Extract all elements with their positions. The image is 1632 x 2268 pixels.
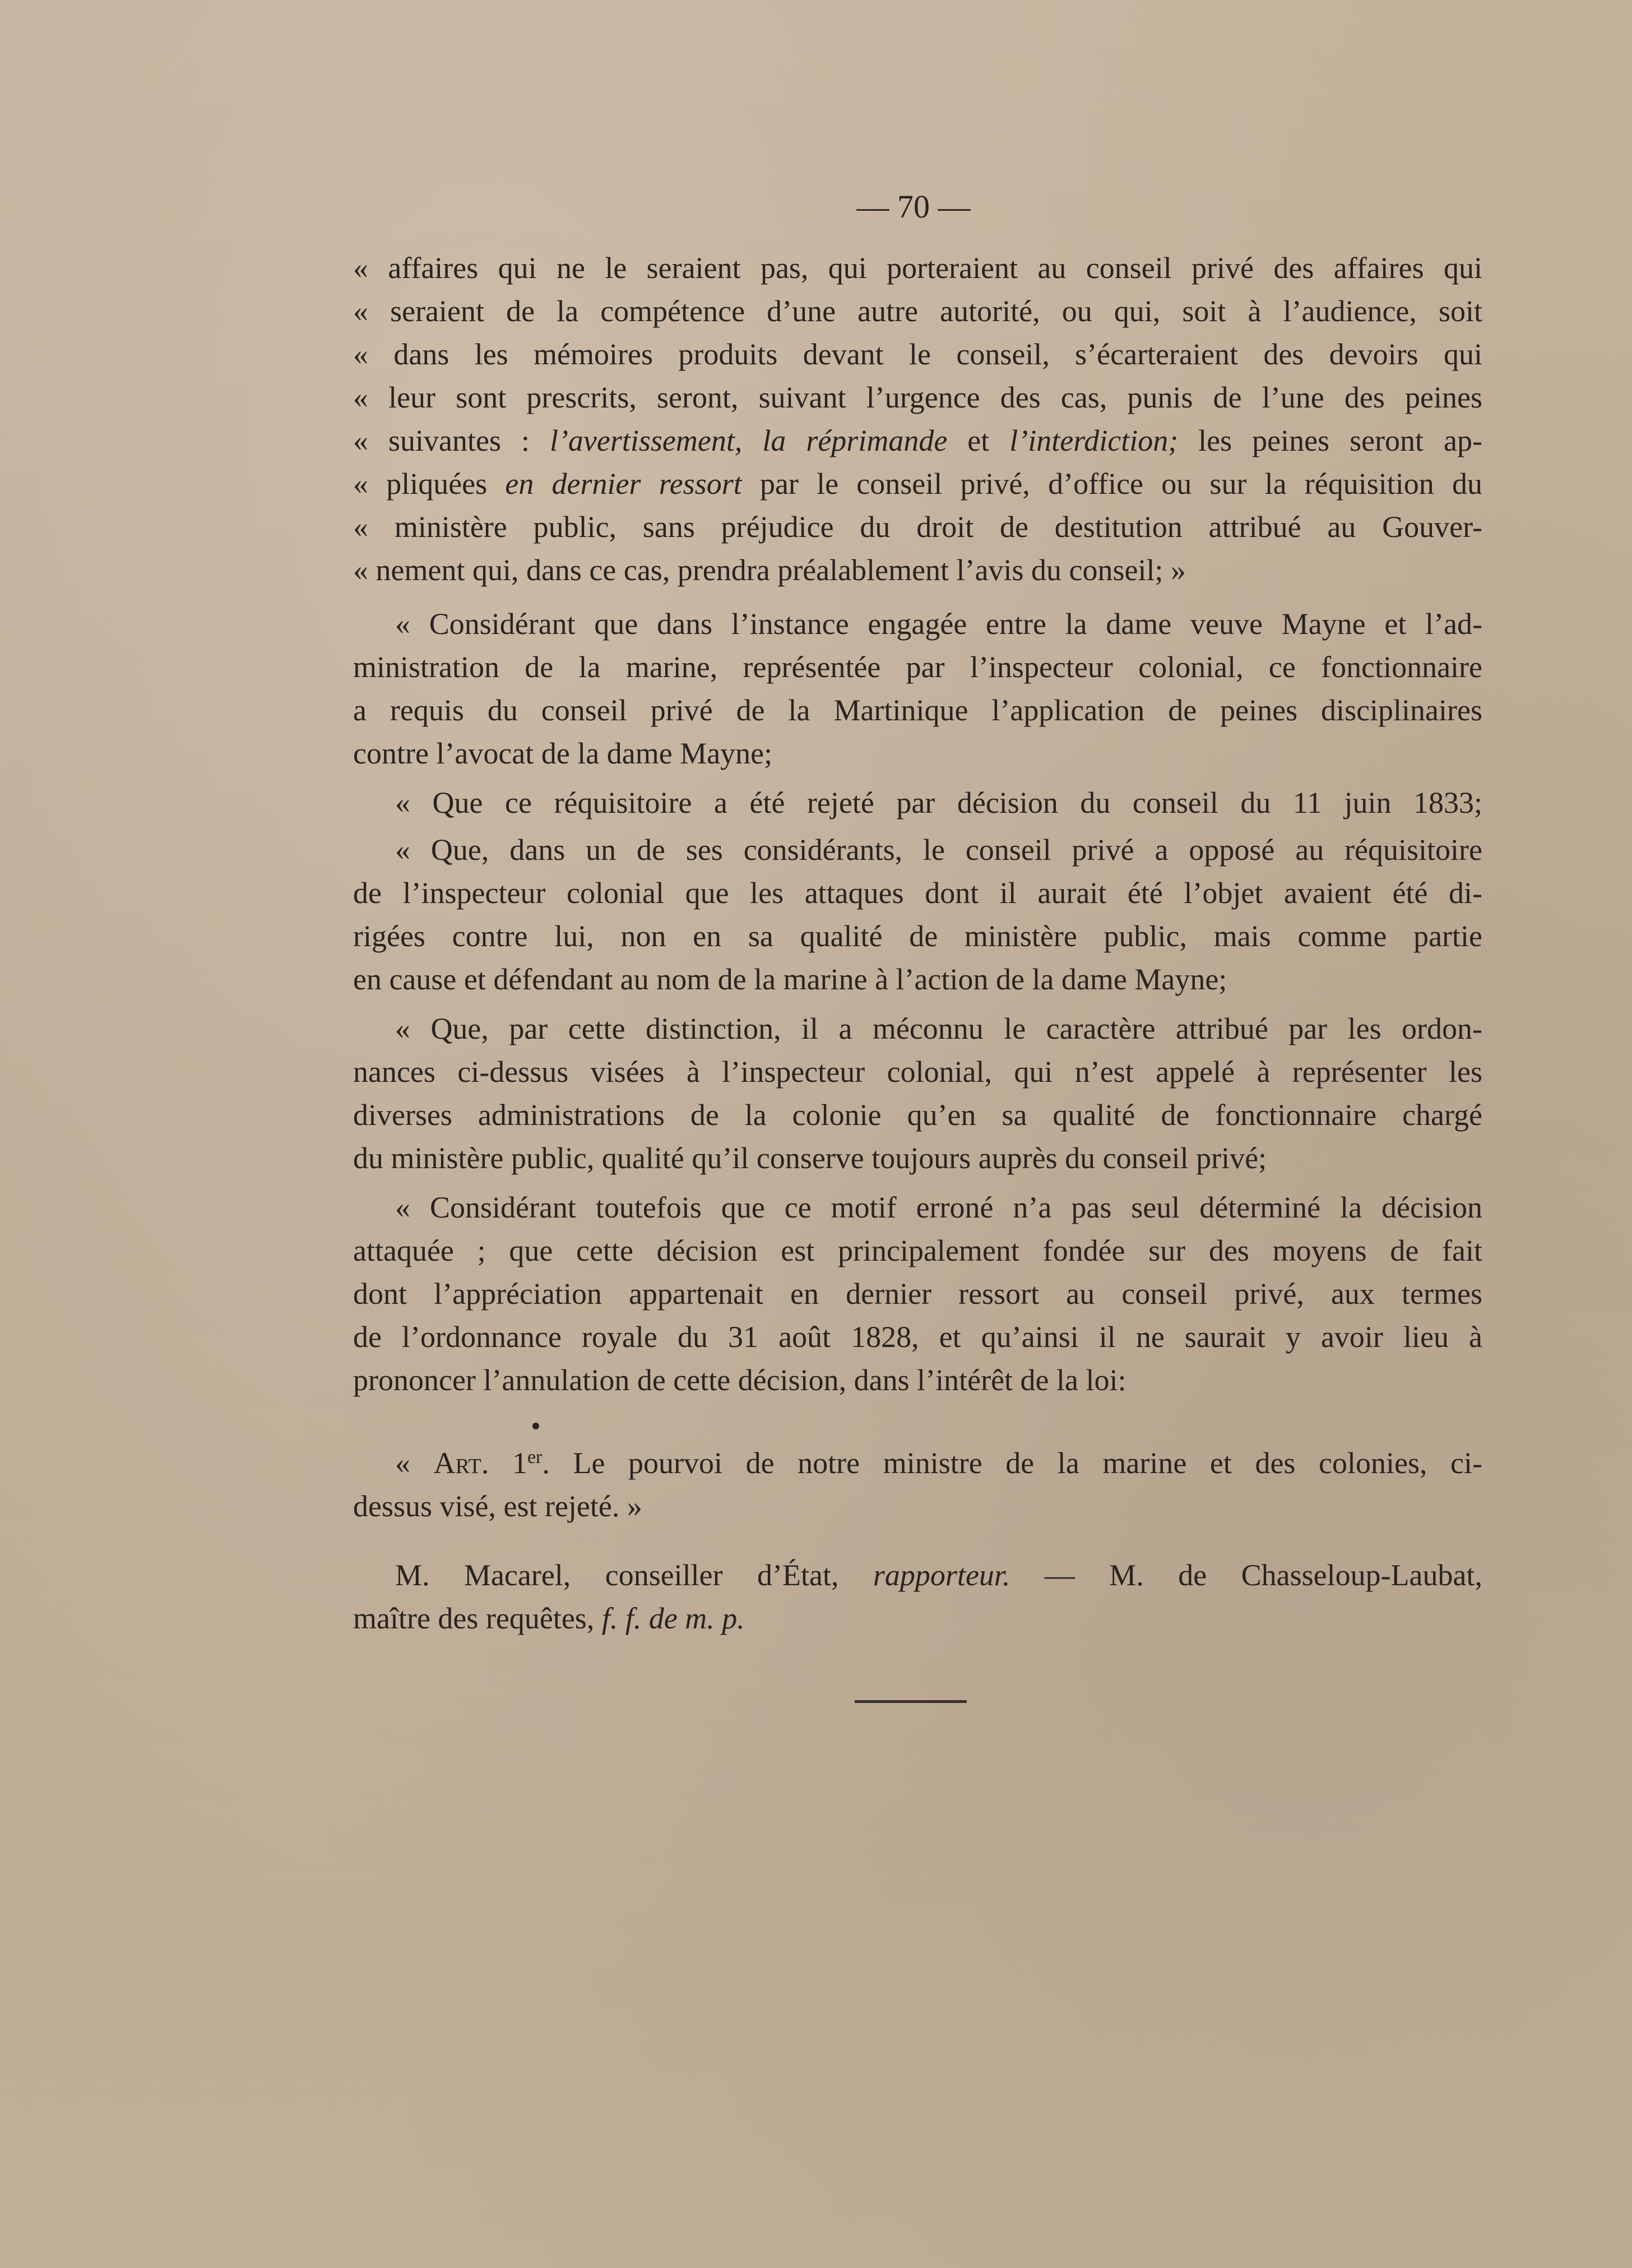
quote-line-1: « affaires qui ne le seraient pas, qui porteraient au conseil privé des affaires qui [353,251,1482,285]
quote-line-4: « leur sont prescrits, seront, suivant l’urgence des cas, punis de l’une des peines [353,381,1482,414]
quote-line-5-b: et [947,424,1010,457]
article-text: . Le pourvoi de notre ministre de la marine et des colonies, ci- [542,1446,1483,1480]
distinction-line-2: nances ci-dessus visées à l’inspecteur colonial, qui n’est appelé à représenter les [353,1055,1482,1089]
signature-1-b: — M. de Chasseloup-Laubat, [1010,1558,1482,1592]
distinction-line-1: « Que, par cette distinction, il a méconnu le caractère attribué par les ordon- [395,1012,1482,1045]
considerants-line-3: rigées contre lui, non en sa qualité de ministère public, mais comme partie [353,919,1482,953]
considerant-line-3: a requis du conseil privé de la Martinique l’application de peines disciplinaires [353,693,1482,727]
article-number-sup: er [527,1447,543,1468]
toutefois-line-1: « Considérant toutefois que ce motif erroné n’a pas seul déterminé la décision [395,1191,1482,1224]
article-line-2: dessus visé, est rejeté. » [353,1489,642,1523]
requisitoire-line: « Que ce réquisitoire a été rejeté par décision du conseil du 11 juin 1833; [395,786,1482,820]
considerant-line-4: contre l’avocat de la dame Mayne; [353,737,773,770]
considerant-line-1: « Considérant que dans l’instance engagée entre la dame veuve Mayne et l’ad- [395,607,1482,641]
distinction-line-4: du ministère public, qualité qu’il conserve toujours auprès du conseil privé; [353,1141,1267,1175]
article-label: Art. [433,1446,489,1480]
signature-2-italic: f. f. de m. p. [601,1602,745,1635]
article-line-1 [395,1442,1482,1484]
quote-line-6-italic: en dernier ressort [505,467,742,501]
considerant-line-2: ministration de la marine, représentée par l’inspecteur colonial, ce fonctionnaire [353,650,1482,684]
signature-1-italic: rapporteur. [873,1558,1010,1592]
signature-2-a: maître des requêtes, [353,1602,602,1635]
quote-line-6-b: par le conseil privé, d’office ou sur la réquisition du [741,467,1482,501]
distinction-line-3: diverses administrations de la colonie qu’en sa qualité de fonctionnaire chargé [353,1098,1482,1132]
toutefois-line-2: attaquée ; que cette décision est principalement fondée sur des moyens de fait [353,1234,1482,1267]
quote-line-5 [353,419,1482,462]
end-rule [855,1700,967,1703]
considerants-line-4: en cause et défendant au nom de la marine à l’action de la dame Mayne; [353,962,1227,996]
quote-line-7: « ministère public, sans préjudice du droit de destitution attribué au Gouver- [353,510,1482,544]
quote-line-5-italic: l’avertissement, la réprimande [549,424,948,457]
quote-line-5-a: « suivantes : [353,424,550,457]
toutefois-line-3: dont l’appréciation appartenait en dernier ressort au conseil privé, aux termes [353,1277,1482,1311]
page-number: — 70 — [856,188,971,225]
considerants-line-1: « Que, dans un de ses considérants, le conseil privé a opposé au réquisitoire [395,833,1482,867]
quote-line-6-a: « pliquées [353,467,506,501]
quote-line-2: « seraient de la compétence d’une autre autorité, ou qui, soit à l’audience, soit [353,294,1482,328]
article-prefix: « [395,1446,434,1480]
quote-line-8: « nement qui, dans ce cas, prendra préalablement l’avis du conseil; » [353,553,1186,587]
quote-line-5-italic-2: l’interdiction; [1009,424,1179,457]
toutefois-line-5: prononcer l’annulation de cette décision, dans l’intérêt de la loi: [353,1363,1126,1397]
signature-1-a: M. Macarel, conseiller d’État, [395,1558,873,1592]
quote-line-6 [353,462,1482,505]
quote-line-5-c: les peines seront ap- [1178,424,1482,457]
toutefois-line-4: de l’ordonnance royale du 31 août 1828, et qu’ainsi il ne saurait y avoir lieu à [353,1320,1482,1354]
article-number: 1 [489,1446,527,1480]
signature-line-1 [395,1554,1482,1596]
ink-dot [532,1423,539,1429]
considerants-line-2: de l’inspecteur colonial que les attaques dont il aurait été l’objet avaient été di- [353,876,1482,910]
quote-line-3: « dans les mémoires produits devant le conseil, s’écarteraient des devoirs qui [353,337,1482,371]
signature-line-2 [353,1597,1482,1640]
